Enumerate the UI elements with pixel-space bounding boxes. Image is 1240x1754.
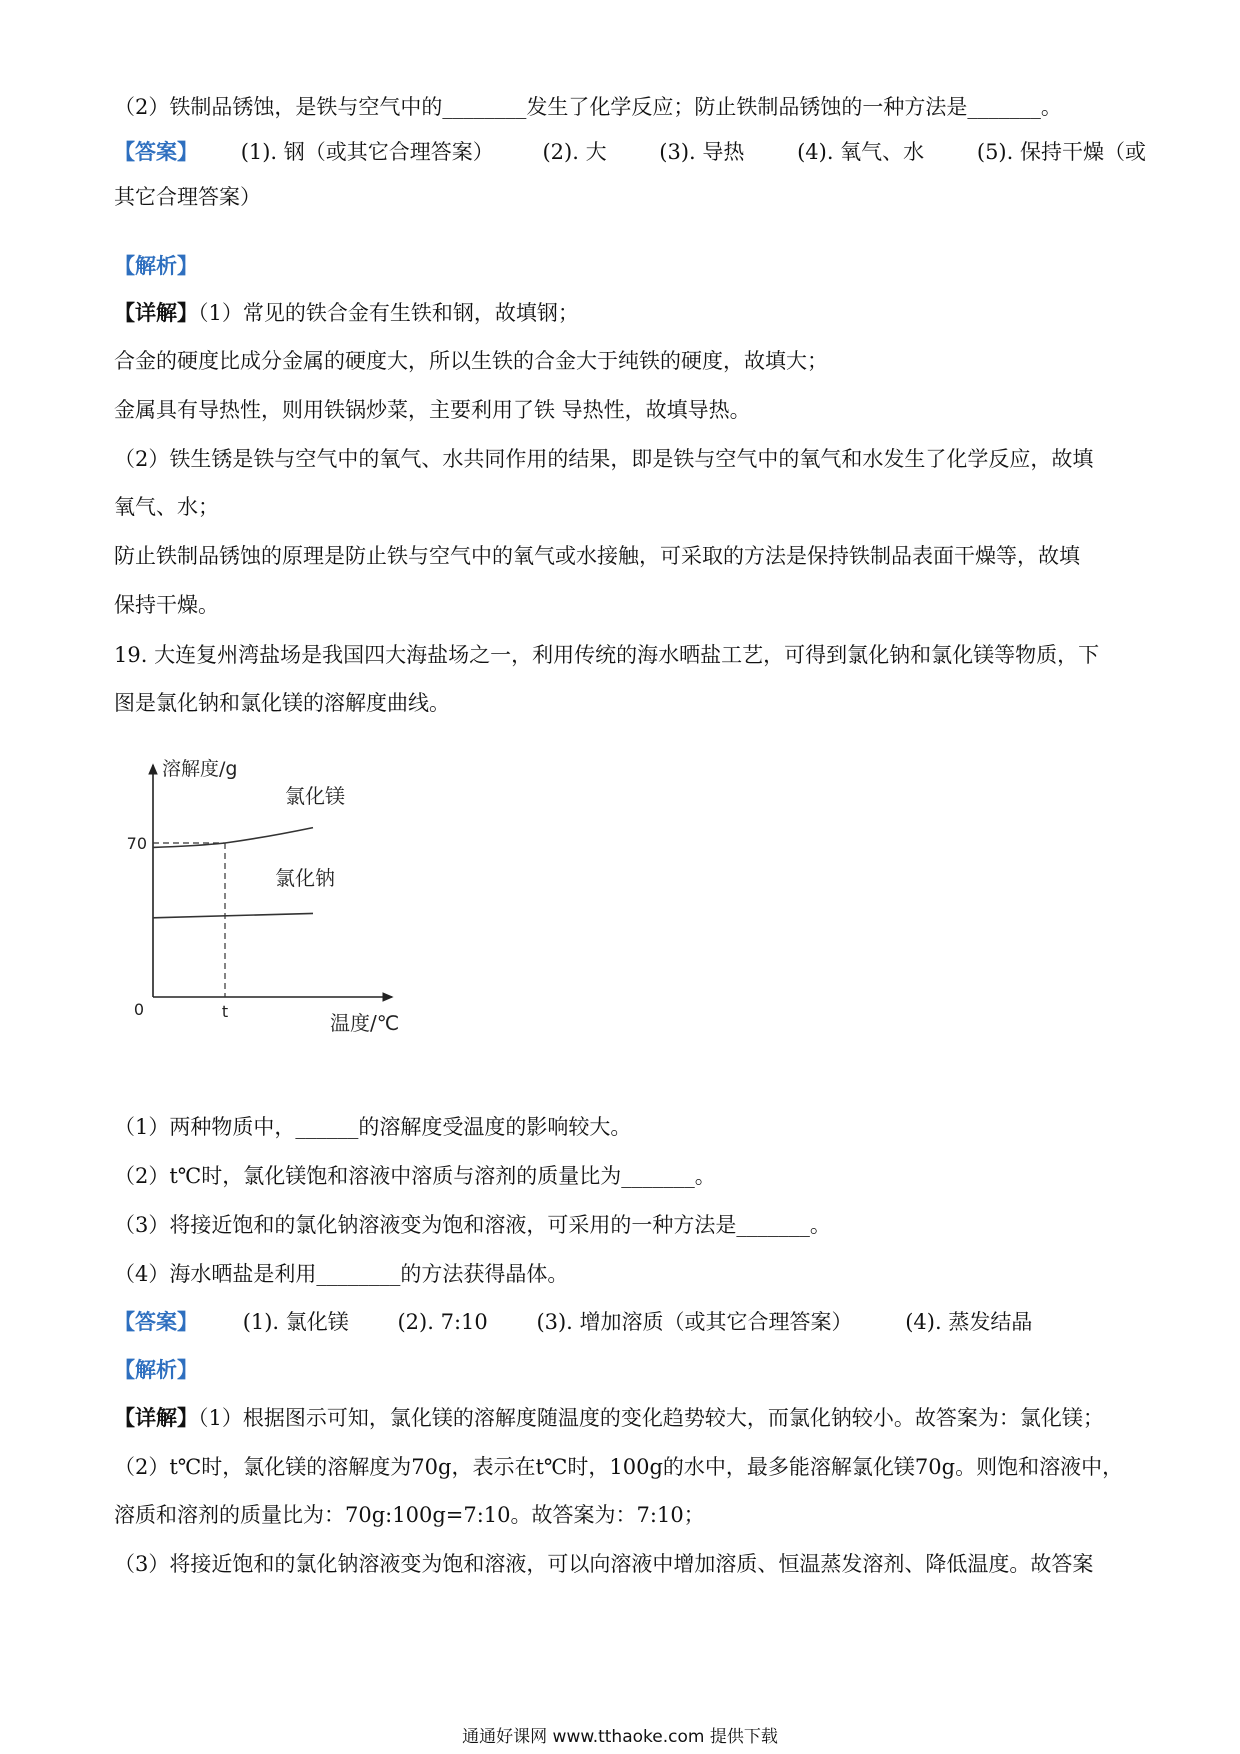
q18-answer-3: (3). 导热 bbox=[659, 140, 745, 164]
q19-question-1: （1）两种物质中，______的溶解度受温度的影响较大。 bbox=[114, 1115, 632, 1139]
q19-detail-3: 溶质和溶剂的质量比为：70g:100g=7:10。故答案为：7:10； bbox=[114, 1503, 705, 1527]
x-axis-label: 温度/℃ bbox=[330, 1011, 400, 1035]
q19-answer-line bbox=[114, 1307, 1134, 1337]
q18-answer-4: (4). 氧气、水 bbox=[797, 140, 925, 164]
x-tick-label-t: t bbox=[221, 1002, 229, 1021]
answer-tag: 【答案】 bbox=[114, 139, 198, 164]
solubility-chart bbox=[110, 745, 430, 1045]
q19-detail-1: 【详解】（1）根据图示可知，氯化镁的溶解度随温度的变化趋势较大，而氯化钠较小。故答案为：氯化镁； bbox=[114, 1405, 1104, 1430]
answer-tag: 【答案】 bbox=[114, 1309, 198, 1334]
q18-detail-2: 合金的硬度比成分金属的硬度大，所以生铁的合金大于纯铁的硬度，故填大； bbox=[114, 349, 828, 373]
q18-answer-5: (5). 保持干燥（或 bbox=[976, 140, 1146, 164]
origin-label: 0 bbox=[133, 1000, 144, 1019]
analysis-tag: 【解析】 bbox=[114, 1357, 198, 1382]
q19-answer-2: (2). 7:10 bbox=[397, 1310, 488, 1334]
series-label-sodium-chloride: 氯化钠 bbox=[275, 866, 335, 890]
q19-detail-4: （3）将接近饱和的氯化钠溶液变为饱和溶液，可以向溶液中增加溶质、恒温蒸发溶剂、降低温度。故答案 bbox=[114, 1552, 1094, 1576]
q19-stem-1: 19. 大连复州湾盐场是我国四大海盐场之一，利用传统的海水晒盐工艺，可得到氯化钠和氯化镁等物质，下 bbox=[114, 643, 1100, 667]
footer: 通通好课网 www.tthaoke.com 提供下载 bbox=[462, 1727, 778, 1747]
q18-part2: （2）铁制品锈蚀，是铁与空气中的________发生了化学反应；防止铁制品锈蚀的一种方法是_______。 bbox=[114, 95, 1062, 119]
q18-detail-1: 【详解】（1）常见的铁合金有生铁和钢，故填钢； bbox=[114, 300, 579, 325]
detail-tag: 【详解】 bbox=[114, 1405, 198, 1430]
series-line-magnesium-chloride bbox=[153, 828, 313, 848]
q18-answer-1: (1). 钢（或其它合理答案） bbox=[240, 140, 494, 164]
series-line-sodium-chloride bbox=[153, 913, 313, 917]
q19-stem-2: 图是氯化钠和氯化镁的溶解度曲线。 bbox=[114, 691, 450, 715]
q18-detail-4: （2）铁生锈是铁与空气中的氧气、水共同作用的结果，即是铁与空气中的氧气和水发生了化学反应，故填 bbox=[114, 447, 1094, 471]
q18-answer-cont: 其它合理答案） bbox=[114, 185, 261, 209]
q19-answer-3: (3). 增加溶质（或其它合理答案） bbox=[536, 1310, 853, 1334]
detail-tag: 【详解】 bbox=[114, 300, 198, 325]
q18-detail-3: 金属具有导热性，则用铁锅炒菜，主要利用了铁 导热性，故填导热。 bbox=[114, 398, 751, 422]
q19-question-3: （3）将接近饱和的氯化钠溶液变为饱和溶液，可采用的一种方法是_______。 bbox=[114, 1213, 831, 1237]
q19-detail-2: （2）t℃时，氯化镁的溶解度为70g，表示在t℃时，100g的水中，最多能溶解氯化镁70g。则饱和溶液中， bbox=[114, 1455, 1124, 1479]
q19-question-4: （4）海水晒盐是利用________的方法获得晶体。 bbox=[114, 1262, 569, 1286]
y-axis-label: 溶解度/g bbox=[162, 758, 238, 780]
q18-answer-2: (2). 大 bbox=[542, 140, 607, 164]
q19-answer-1: (1). 氯化镁 bbox=[242, 1310, 349, 1334]
q19-question-2: （2）t℃时，氯化镁饱和溶液中溶质与溶剂的质量比为_______。 bbox=[114, 1164, 716, 1188]
q18-detail-7: 保持干燥。 bbox=[114, 593, 219, 617]
q19-answer-4: (4). 蒸发结晶 bbox=[905, 1310, 1033, 1334]
series-label-magnesium-chloride: 氯化镁 bbox=[285, 784, 345, 808]
q18-detail-5: 氧气、水； bbox=[114, 495, 219, 519]
analysis-tag: 【解析】 bbox=[114, 253, 198, 278]
y-tick-label-70: 70 bbox=[126, 834, 147, 853]
q18-answer-line bbox=[114, 137, 1146, 167]
q18-detail-6: 防止铁制品锈蚀的原理是防止铁与空气中的氧气或水接触，可采取的方法是保持铁制品表面干燥等，故填 bbox=[114, 544, 1080, 568]
